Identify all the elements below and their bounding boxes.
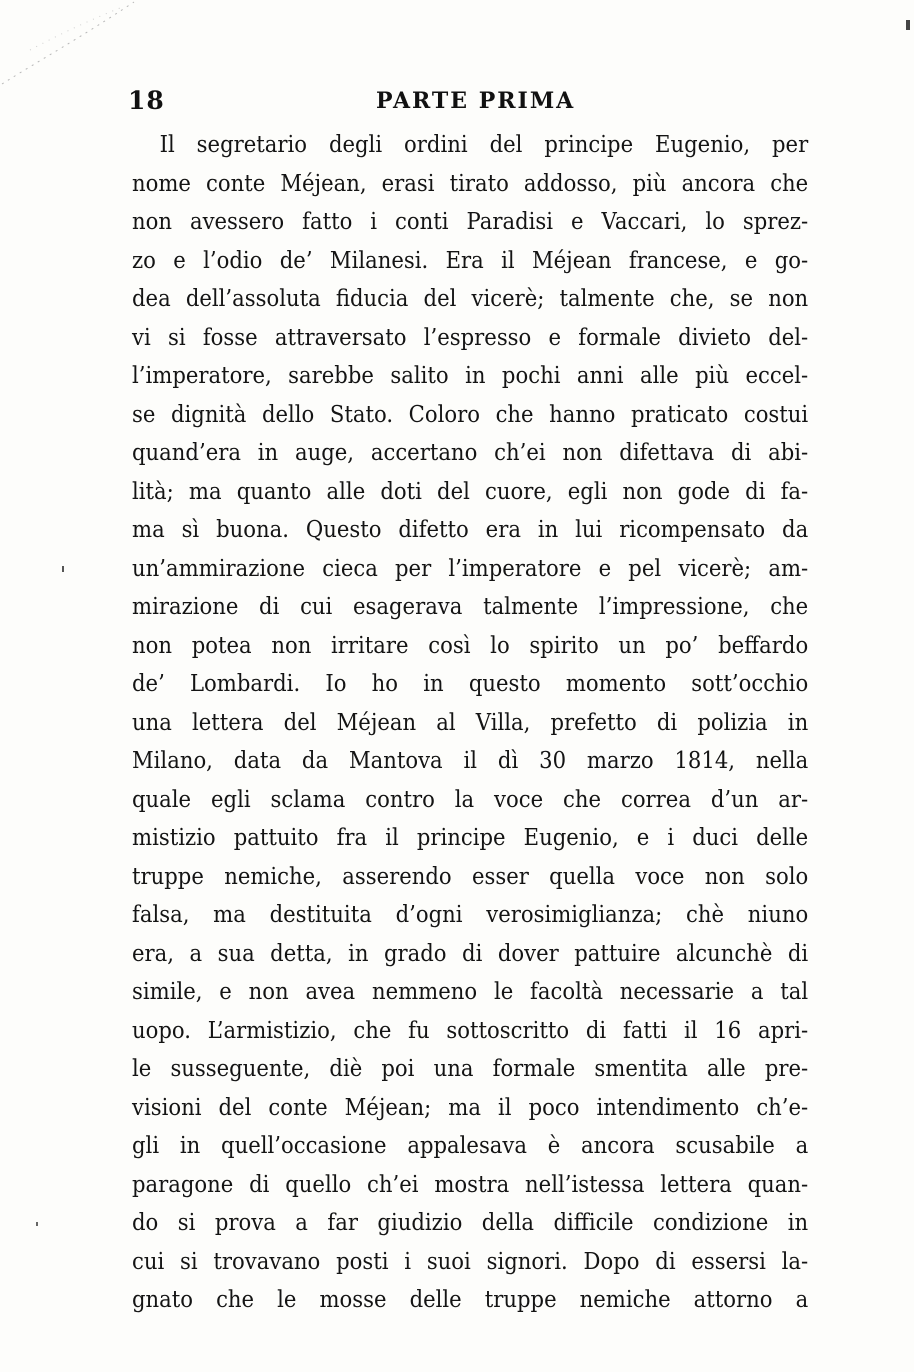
margin-speck-2 [36,1222,38,1226]
text-line: cui si trovavano posti i suoi signori. Dopo di essersi la- [132,1248,809,1275]
text-line: era, a sua detta, in grado di dover pattuire alcunchè di [132,940,809,967]
text-line: gnato che le mosse delle truppe nemiche attorno a [132,1287,809,1313]
text-line: l’imperatore, sarebbe salito in pochi anni alle più eccel- [132,363,809,389]
text-line: de’ Lombardi. Io ho in questo momento sott’occhio [132,671,809,697]
body-text [132,126,809,1320]
margin-speck [62,566,64,572]
scan-edge-mark [906,20,910,30]
scan-dust-streak-2 [30,8,120,50]
running-head: PARTE PRIMA [376,88,576,114]
text-line: mistizio pattuito fra il principe Eugenio, e i duci delle [132,825,809,851]
text-line: paragone di quello ch’ei mostra nell’istessa lettera quan- [132,1171,809,1198]
text-line: una lettera del Méjean al Villa, prefetto di polizia in [132,709,809,736]
text-line: quand’era in auge, accertano ch’ei non difettava di abi- [132,440,809,466]
text-line: le susseguente, diè poi una formale smentita alle pre- [132,1056,809,1082]
text-line: nome conte Méjean, erasi tirato addosso, più ancora che [132,170,809,197]
scan-dust-streak [2,2,134,84]
text-line: un’ammirazione cieca per l’imperatore e pel vicerè; am- [132,555,809,582]
page-number: 18 [128,86,165,115]
text-line: mirazione di cui esagerava talmente l’impressione, che [132,594,809,620]
text-line: Il segretario degli ordini del principe Eugenio, per [159,132,809,158]
text-line: zo e l’odio de’ Milanesi. Era il Méjean francese, e go- [132,247,809,274]
text-line: simile, e non avea nemmeno le facoltà necessarie a tal [132,979,809,1005]
text-line: truppe nemiche, asserendo esser quella voce non solo [132,863,809,890]
text-line: uopo. L’armistizio, che fu sottoscritto di fatti il 16 apri- [132,1017,809,1044]
text-line: visioni del conte Méjean; ma il poco intendimento ch’e- [132,1094,809,1121]
text-line: lità; ma quanto alle doti del cuore, egli non gode di fa- [132,478,809,505]
text-line: do si prova a far giudizio della difficile condizione in [132,1210,809,1236]
text-line: quale egli sclama contro la voce che correa d’un ar- [132,786,809,813]
text-line: non potea non irritare così lo spirito un po’ beffardo [132,632,809,659]
text-line: dea dell’assoluta fiducia del vicerè; talmente che, se non [132,286,809,312]
text-line: se dignità dello Stato. Coloro che hanno praticato costui [132,401,809,428]
text-line: falsa, ma destituita d’ogni verosimiglianza; chè niuno [132,902,809,928]
text-line: ma sì buona. Questo difetto era in lui ricompensato da [132,517,809,543]
text-line: Milano, data da Mantova il dì 30 marzo 1814, nella [132,748,809,774]
text-line: vi si fosse attraversato l’espresso e formale divieto del- [132,324,809,351]
text-line: gli in quell’occasione appalesava è ancora scusabile a [132,1133,809,1159]
page-header [128,86,808,120]
text-line: non avessero fatto i conti Paradisi e Vaccari, lo sprez- [132,209,809,235]
